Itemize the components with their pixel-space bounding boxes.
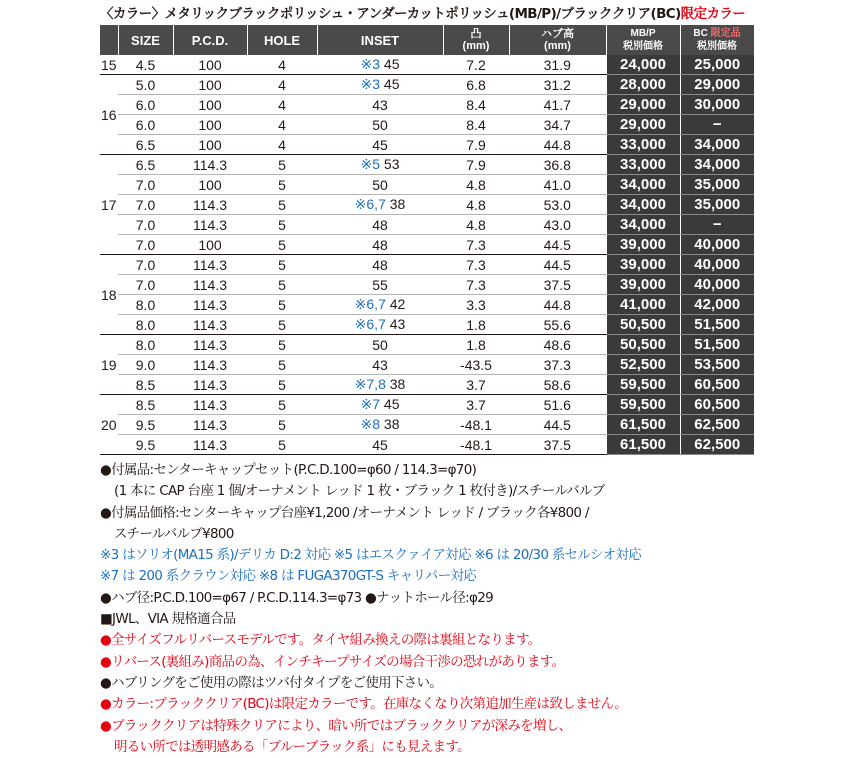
inset-note: ※3 bbox=[360, 56, 381, 72]
table-row bbox=[100, 115, 754, 135]
inset-value: 50 bbox=[372, 116, 388, 133]
price-bc-cell: 62,500 bbox=[680, 415, 754, 435]
spec-table bbox=[100, 25, 755, 455]
inset-value: 50 bbox=[372, 336, 388, 353]
table-row bbox=[100, 335, 754, 355]
hub-height-cell: 31.9 bbox=[509, 55, 606, 75]
header-inset: INSET bbox=[317, 25, 443, 55]
size-cell: 8.0 bbox=[118, 335, 173, 355]
hub-height-cell: 41.7 bbox=[509, 95, 606, 115]
note-line: ●全サイズフルリバースモデルです。タイヤ組み換えの際は裏組となります。 bbox=[100, 632, 541, 649]
note-line: ●ハブリングをご使用の際はツバ付タイプをご使用下さい。 bbox=[100, 674, 443, 691]
convex-cell: 7.9 bbox=[443, 135, 509, 155]
table-row bbox=[100, 75, 754, 95]
hole-cell: 5 bbox=[247, 175, 317, 195]
price-mbp-cell: 34,000 bbox=[606, 175, 680, 195]
pcd-cell: 100 bbox=[173, 235, 247, 255]
hub-height-cell: 44.8 bbox=[509, 135, 606, 155]
inset-cell bbox=[317, 375, 443, 395]
header-bc-sub: 税別価格 bbox=[697, 41, 737, 52]
inset-cell bbox=[317, 315, 443, 335]
price-mbp-cell: 59,500 bbox=[606, 375, 680, 395]
convex-cell: 4.8 bbox=[443, 195, 509, 215]
price-mbp-cell: 29,000 bbox=[606, 115, 680, 135]
size-cell: 6.0 bbox=[118, 115, 173, 135]
inset-value: 48 bbox=[372, 216, 388, 233]
convex-cell: 3.7 bbox=[443, 375, 509, 395]
pcd-cell: 114.3 bbox=[173, 335, 247, 355]
pcd-cell: 114.3 bbox=[173, 315, 247, 335]
convex-cell: 7.3 bbox=[443, 235, 509, 255]
size-cell: 7.0 bbox=[118, 195, 173, 215]
inset-value: 50 bbox=[372, 176, 388, 193]
inset-value: 45 bbox=[383, 56, 400, 72]
pcd-cell: 114.3 bbox=[173, 295, 247, 315]
table-row bbox=[100, 395, 754, 415]
hole-cell: 5 bbox=[247, 335, 317, 355]
table-row bbox=[100, 435, 754, 455]
inset-note: ※7,8 bbox=[354, 376, 386, 392]
inset-note: ※5 bbox=[360, 156, 381, 172]
price-bc-cell: 35,000 bbox=[680, 175, 754, 195]
hole-cell: 5 bbox=[247, 295, 317, 315]
convex-cell: 3.7 bbox=[443, 395, 509, 415]
note-line: 明るい所では透明感ある「ブルーブラック系」にも見えます。 bbox=[114, 738, 470, 755]
hole-cell: 5 bbox=[247, 215, 317, 235]
table-row bbox=[100, 275, 754, 295]
table-row bbox=[100, 155, 754, 175]
convex-cell: 4.8 bbox=[443, 175, 509, 195]
header-size: SIZE bbox=[118, 25, 173, 55]
note-line: ●リバース(裏組み)商品の為、インチキープサイズの場合干渉の恐れがあります。 bbox=[100, 653, 565, 670]
table-row bbox=[100, 195, 754, 215]
note-line: ●ブラッククリアは特殊クリアにより、暗い所ではブラッククリアが深みを増し、 bbox=[100, 717, 572, 734]
header-mbp-label: MB/P bbox=[630, 28, 656, 39]
table-row bbox=[100, 215, 754, 235]
hub-height-cell: 37.5 bbox=[509, 435, 606, 455]
size-cell: 9.5 bbox=[118, 435, 173, 455]
price-bc-cell: 40,000 bbox=[680, 255, 754, 275]
inset-cell bbox=[317, 235, 443, 255]
note-line: ●付属品:センターキャップセット(P.C.D.100=φ60 / 114.3=φ70) bbox=[100, 462, 477, 478]
pcd-cell: 114.3 bbox=[173, 435, 247, 455]
pcd-cell: 114.3 bbox=[173, 155, 247, 175]
inset-cell bbox=[317, 215, 443, 235]
convex-cell: -48.1 bbox=[443, 435, 509, 455]
pcd-cell: 114.3 bbox=[173, 255, 247, 275]
price-bc-cell: 30,000 bbox=[680, 95, 754, 115]
hub-height-cell: 43.0 bbox=[509, 215, 606, 235]
pcd-cell: 114.3 bbox=[173, 395, 247, 415]
price-bc-cell: 34,000 bbox=[680, 135, 754, 155]
hole-cell: 5 bbox=[247, 355, 317, 375]
size-cell: 7.0 bbox=[118, 215, 173, 235]
size-cell: 7.0 bbox=[118, 175, 173, 195]
rim-diameter-cell: 19 bbox=[100, 335, 118, 395]
hub-height-cell: 53.0 bbox=[509, 195, 606, 215]
header-price-bc bbox=[680, 25, 754, 55]
size-cell: 6.5 bbox=[118, 135, 173, 155]
table-row bbox=[100, 315, 754, 335]
price-mbp-cell: 41,000 bbox=[606, 295, 680, 315]
size-cell: 7.0 bbox=[118, 255, 173, 275]
pcd-cell: 100 bbox=[173, 135, 247, 155]
hub-height-cell: 48.6 bbox=[509, 335, 606, 355]
note-line: ●ハブ径:P.C.D.100=φ67 / P.C.D.114.3=φ73 ●ナットホール径:φ29 bbox=[100, 589, 493, 606]
size-cell: 4.5 bbox=[118, 55, 173, 75]
inset-cell bbox=[317, 355, 443, 375]
hub-height-cell: 34.7 bbox=[509, 115, 606, 135]
inset-cell bbox=[317, 135, 443, 155]
note-line: スチールバルブ¥800 bbox=[114, 525, 234, 542]
header-bc-label: BC bbox=[693, 28, 708, 39]
price-bc-cell: 53,500 bbox=[680, 355, 754, 375]
table-row bbox=[100, 355, 754, 375]
rim-diameter-cell: 20 bbox=[100, 395, 118, 455]
inset-cell bbox=[317, 195, 443, 215]
inset-value: 38 bbox=[389, 376, 406, 392]
price-bc-cell: 25,000 bbox=[680, 55, 754, 75]
inset-cell bbox=[317, 295, 443, 315]
header-convex-unit: (mm) bbox=[462, 40, 490, 52]
size-cell: 6.0 bbox=[118, 95, 173, 115]
size-cell: 9.5 bbox=[118, 415, 173, 435]
price-mbp-cell: 50,500 bbox=[606, 335, 680, 355]
price-mbp-cell: 33,000 bbox=[606, 135, 680, 155]
table-row bbox=[100, 295, 754, 315]
price-mbp-cell: 28,000 bbox=[606, 75, 680, 95]
price-bc-cell: − bbox=[680, 215, 754, 235]
pcd-cell: 100 bbox=[173, 175, 247, 195]
header-pcd: P.C.D. bbox=[173, 25, 247, 55]
title-prefix: 〈カラー〉メタリックブラックポリッシュ・アンダーカットポリッシュ(MB/P)/ブラッククリア(BC) bbox=[100, 6, 681, 22]
inset-note: ※6,7 bbox=[354, 296, 386, 312]
title-limited-label: 限定カラー bbox=[680, 6, 746, 22]
hole-cell: 4 bbox=[247, 55, 317, 75]
header-hub-height bbox=[509, 25, 606, 55]
convex-cell: 1.8 bbox=[443, 335, 509, 355]
inset-value: 53 bbox=[383, 156, 400, 172]
hub-height-cell: 37.3 bbox=[509, 355, 606, 375]
price-bc-cell: 40,000 bbox=[680, 235, 754, 255]
convex-cell: 8.4 bbox=[443, 115, 509, 135]
hub-height-cell: 58.6 bbox=[509, 375, 606, 395]
pcd-cell: 100 bbox=[173, 95, 247, 115]
page-title bbox=[100, 2, 745, 22]
inset-value: 45 bbox=[372, 436, 388, 453]
hub-height-cell: 31.2 bbox=[509, 75, 606, 95]
price-mbp-cell: 29,000 bbox=[606, 95, 680, 115]
price-bc-cell: 42,000 bbox=[680, 295, 754, 315]
table-row bbox=[100, 135, 754, 155]
notes-section bbox=[100, 460, 641, 758]
size-cell: 8.5 bbox=[118, 375, 173, 395]
pcd-cell: 114.3 bbox=[173, 195, 247, 215]
hole-cell: 5 bbox=[247, 235, 317, 255]
size-cell: 9.0 bbox=[118, 355, 173, 375]
price-mbp-cell: 33,000 bbox=[606, 155, 680, 175]
header-hub-label: ハブ高 bbox=[541, 28, 574, 40]
price-bc-cell: 51,500 bbox=[680, 315, 754, 335]
note-line: (1 本に CAP 台座 1 個/オーナメント レッド 1 枚・ブラック 1 枚付き)/スチールバルブ bbox=[114, 483, 605, 500]
convex-cell: 7.3 bbox=[443, 275, 509, 295]
hole-cell: 5 bbox=[247, 415, 317, 435]
inset-value: 45 bbox=[383, 396, 400, 412]
size-cell: 5.0 bbox=[118, 75, 173, 95]
pcd-cell: 100 bbox=[173, 55, 247, 75]
inset-value: 55 bbox=[372, 276, 388, 293]
inset-note: ※3 bbox=[360, 76, 381, 92]
inset-cell bbox=[317, 55, 443, 75]
convex-cell: -48.1 bbox=[443, 415, 509, 435]
rim-diameter-cell: 18 bbox=[100, 255, 118, 335]
convex-cell: 7.9 bbox=[443, 155, 509, 175]
inset-note: ※7 bbox=[360, 396, 381, 412]
inset-cell bbox=[317, 255, 443, 275]
pcd-cell: 100 bbox=[173, 115, 247, 135]
inset-cell bbox=[317, 115, 443, 135]
inset-value: 45 bbox=[372, 136, 388, 153]
hole-cell: 5 bbox=[247, 395, 317, 415]
hub-height-cell: 44.5 bbox=[509, 235, 606, 255]
inset-note: ※6,7 bbox=[354, 316, 386, 332]
rim-diameter-cell: 15 bbox=[101, 56, 117, 73]
price-bc-cell: 35,000 bbox=[680, 195, 754, 215]
hole-cell: 4 bbox=[247, 115, 317, 135]
hub-height-cell: 51.6 bbox=[509, 395, 606, 415]
inset-cell bbox=[317, 175, 443, 195]
convex-cell: -43.5 bbox=[443, 355, 509, 375]
inset-cell bbox=[317, 395, 443, 415]
price-mbp-cell: 24,000 bbox=[606, 55, 680, 75]
size-cell: 8.0 bbox=[118, 295, 173, 315]
note-line: ●カラー:ブラッククリア(BC)は限定カラーです。在庫なくなり次第追加生産は致しません。 bbox=[100, 696, 627, 713]
note-line: ●付属品価格:センターキャップ台座¥1,200 /オーナメント レッド / ブラック各¥800 / bbox=[100, 504, 589, 521]
hole-cell: 5 bbox=[247, 275, 317, 295]
hub-height-cell: 36.8 bbox=[509, 155, 606, 175]
hole-cell: 5 bbox=[247, 155, 317, 175]
price-bc-cell: 60,500 bbox=[680, 375, 754, 395]
rim-diameter-cell: 17 bbox=[100, 155, 118, 255]
price-mbp-cell: 59,500 bbox=[606, 395, 680, 415]
hub-height-cell: 44.8 bbox=[509, 295, 606, 315]
price-mbp-cell: 52,500 bbox=[606, 355, 680, 375]
header-rim bbox=[100, 25, 118, 55]
header-price-mbp bbox=[606, 25, 680, 55]
table-row bbox=[100, 235, 754, 255]
hole-cell: 5 bbox=[247, 375, 317, 395]
note-line: ※3 はソリオ(MA15 系)/デリカ D:2 対応 ※5 はエスクァイア対応 ※6 は 20/30 系セルシオ対応 bbox=[100, 547, 642, 564]
price-bc-cell: − bbox=[680, 115, 754, 135]
inset-value: 48 bbox=[372, 236, 388, 253]
hub-height-cell: 41.0 bbox=[509, 175, 606, 195]
header-mbp-sub: 税別価格 bbox=[623, 41, 663, 52]
convex-cell: 8.4 bbox=[443, 95, 509, 115]
pcd-cell: 114.3 bbox=[173, 355, 247, 375]
hole-cell: 4 bbox=[247, 75, 317, 95]
convex-cell: 7.3 bbox=[443, 255, 509, 275]
price-mbp-cell: 34,000 bbox=[606, 215, 680, 235]
convex-cell: 1.8 bbox=[443, 315, 509, 335]
table-row bbox=[100, 415, 754, 435]
table-row bbox=[100, 375, 754, 395]
inset-value: 42 bbox=[389, 296, 406, 312]
size-cell: 7.0 bbox=[118, 275, 173, 295]
note-line: ※7 は 200 系クラウン対応 ※8 は FUGA370GT-S キャリパー対応 bbox=[100, 568, 477, 585]
pcd-cell: 114.3 bbox=[173, 275, 247, 295]
inset-value: 43 bbox=[389, 316, 406, 332]
price-bc-cell: 40,000 bbox=[680, 275, 754, 295]
hub-height-cell: 37.5 bbox=[509, 275, 606, 295]
inset-value: 48 bbox=[372, 256, 388, 273]
header-convex bbox=[443, 25, 509, 55]
price-mbp-cell: 39,000 bbox=[606, 255, 680, 275]
pcd-cell: 114.3 bbox=[173, 375, 247, 395]
table-header-row bbox=[100, 25, 754, 55]
inset-cell bbox=[317, 155, 443, 175]
inset-value: 43 bbox=[372, 356, 388, 373]
inset-note: ※8 bbox=[360, 416, 381, 432]
header-hole: HOLE bbox=[247, 25, 317, 55]
header-hub-unit: (mm) bbox=[544, 40, 571, 52]
price-bc-cell: 51,500 bbox=[680, 335, 754, 355]
size-cell: 8.0 bbox=[118, 315, 173, 335]
hub-height-cell: 55.6 bbox=[509, 315, 606, 335]
convex-cell: 7.2 bbox=[443, 55, 509, 75]
hole-cell: 5 bbox=[247, 195, 317, 215]
pcd-cell: 100 bbox=[173, 75, 247, 95]
price-bc-cell: 60,500 bbox=[680, 395, 754, 415]
price-bc-cell: 34,000 bbox=[680, 155, 754, 175]
pcd-cell: 114.3 bbox=[173, 215, 247, 235]
header-bc-limited: 限定品 bbox=[710, 28, 741, 39]
inset-cell bbox=[317, 95, 443, 115]
table-row bbox=[100, 55, 754, 75]
hole-cell: 5 bbox=[247, 315, 317, 335]
rim-diameter-cell: 16 bbox=[100, 75, 118, 155]
price-mbp-cell: 61,500 bbox=[606, 435, 680, 455]
price-bc-cell: 62,500 bbox=[680, 435, 754, 455]
price-mbp-cell: 34,000 bbox=[606, 195, 680, 215]
hole-cell: 5 bbox=[247, 435, 317, 455]
size-cell: 6.5 bbox=[118, 155, 173, 175]
inset-value: 43 bbox=[372, 96, 388, 113]
hub-height-cell: 44.5 bbox=[509, 255, 606, 275]
inset-cell bbox=[317, 275, 443, 295]
convex-cell: 6.8 bbox=[443, 75, 509, 95]
hole-cell: 5 bbox=[247, 255, 317, 275]
convex-cell: 4.8 bbox=[443, 215, 509, 235]
note-line: ■JWL、VIA 規格適合品 bbox=[100, 611, 236, 628]
inset-value: 38 bbox=[383, 416, 400, 432]
hole-cell: 4 bbox=[247, 135, 317, 155]
inset-note: ※6,7 bbox=[354, 196, 386, 212]
inset-cell bbox=[317, 415, 443, 435]
table-row bbox=[100, 255, 754, 275]
price-bc-cell: 29,000 bbox=[680, 75, 754, 95]
price-mbp-cell: 39,000 bbox=[606, 235, 680, 255]
price-mbp-cell: 50,500 bbox=[606, 315, 680, 335]
inset-value: 38 bbox=[389, 196, 406, 212]
table-row bbox=[100, 175, 754, 195]
inset-cell bbox=[317, 435, 443, 455]
size-cell: 8.5 bbox=[118, 395, 173, 415]
hub-height-cell: 44.5 bbox=[509, 415, 606, 435]
size-cell: 7.0 bbox=[118, 235, 173, 255]
header-convex-label: 凸 bbox=[470, 28, 482, 40]
price-mbp-cell: 61,500 bbox=[606, 415, 680, 435]
convex-cell: 3.3 bbox=[443, 295, 509, 315]
price-mbp-cell: 39,000 bbox=[606, 275, 680, 295]
pcd-cell: 114.3 bbox=[173, 415, 247, 435]
hole-cell: 4 bbox=[247, 95, 317, 115]
inset-cell bbox=[317, 335, 443, 355]
table-row bbox=[100, 95, 754, 115]
inset-value: 45 bbox=[383, 76, 400, 92]
inset-cell bbox=[317, 75, 443, 95]
